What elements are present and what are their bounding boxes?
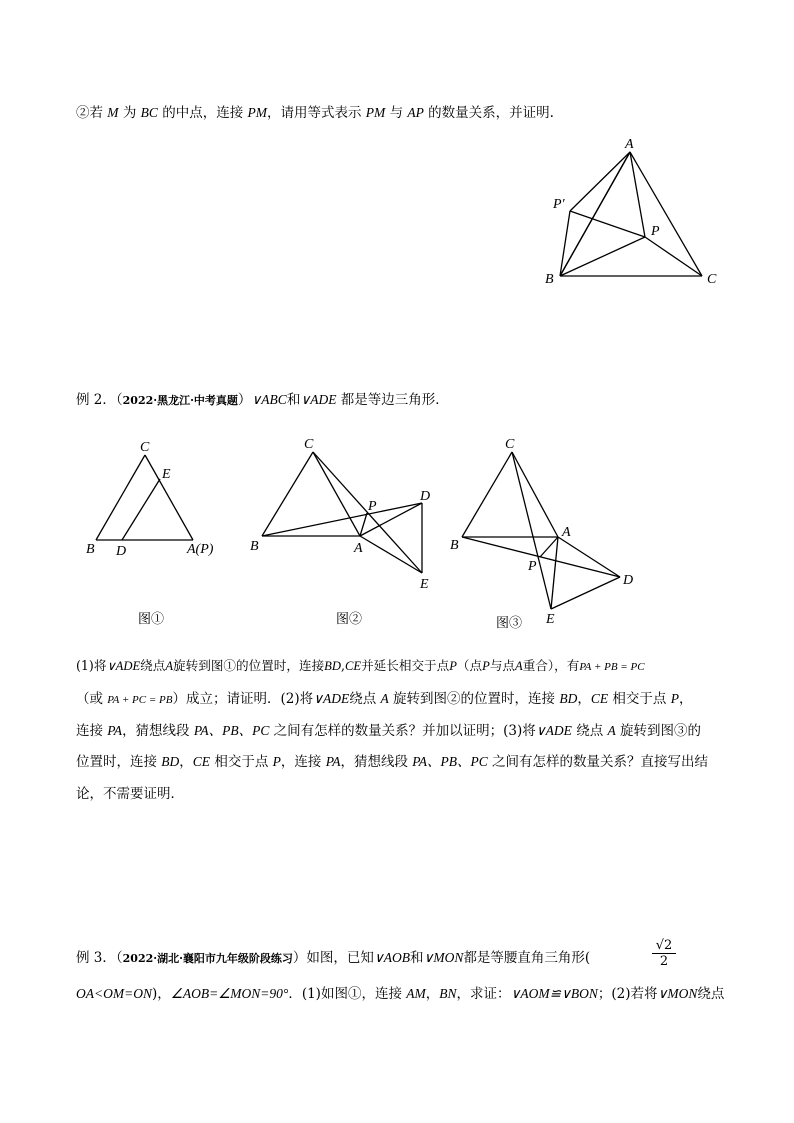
svg-text:E: E (546, 612, 555, 627)
example-3-line-2: OA<OM=ON)，∠AOB=∠MON=90°．(1)如图①，连接 AM，BN，求证：∨AOM≌∨BON；(2)若将∨MON绕点 (76, 986, 725, 1002)
label-B: B (545, 272, 554, 287)
svg-text:A: A (562, 525, 571, 540)
example-2-heading: 例 2．（2022·黑龙江·中考真题）∨ABC和∨ADE 都是等边三角形． (76, 392, 449, 408)
fraction-sqrt2-over-2: √2 2 (652, 938, 676, 969)
question-part-2: ②若 M 为 BC 的中点，连接 PM，请用等式表示 PM 与 AP 的数量关系，并证明. (76, 105, 554, 121)
label-A: A (625, 137, 634, 152)
example-2-line-3: 连接 PA，猜想线段 PA、PB、PC 之间有怎样的数量关系？并加以证明；(3)将∨ADE 绕点 A 旋转到图③的 (76, 723, 702, 739)
svg-text:P: P (528, 559, 537, 574)
figure-2-1 (96, 455, 193, 540)
svg-text:A(P): A(P) (187, 542, 214, 557)
svg-text:D: D (116, 544, 127, 559)
label-P-prime: P′ (553, 197, 565, 212)
svg-text:B: B (250, 539, 259, 554)
svg-text:B: B (86, 542, 95, 557)
svg-text:D: D (420, 489, 431, 504)
caption-figure-2-1: 图① (138, 612, 165, 627)
example-2-line-5: 论，不需要证明． (76, 786, 184, 802)
svg-text:E: E (420, 577, 429, 592)
svg-text:C: C (140, 440, 150, 455)
figure-2-2 (262, 452, 422, 573)
example-2-line-4: 位置时，连接 BD，CE 相交于点 P，连接 PA，猜想线段 PA、PB、PC 之间有怎样的数量关系？直接写出结 (76, 754, 709, 770)
caption-figure-2-2: 图② (336, 612, 363, 627)
svg-text:A: A (354, 541, 363, 556)
svg-text:P: P (368, 499, 377, 514)
label-P: P (651, 224, 660, 239)
svg-text:D: D (623, 573, 634, 588)
example-2-line-2: （或 PA + PC = PB）成立；请证明．(2)将∨ADE绕点 A 旋转到图②的位置时，连接 BD，CE 相交于点 P， (76, 691, 693, 707)
caption-figure-2-3: 图③ (496, 616, 523, 631)
example-3-line-1: 例 3．（2022·湖北·襄阳市九年级阶段练习）如图，已知∨AOB和∨MON都是等腰直角三角形( (76, 950, 591, 966)
label-C: C (707, 272, 717, 287)
svg-text:C: C (304, 437, 314, 452)
svg-text:B: B (450, 538, 459, 553)
svg-text:C: C (505, 437, 515, 452)
svg-text:E: E (162, 467, 171, 482)
figure-2-3 (462, 452, 620, 609)
example-2-line-1: (1)将∨ADE绕点A旋转到图①的位置时，连接BD,CE并延长相交于点P（点P与点A重合），有PA + PB = PC (76, 658, 645, 673)
